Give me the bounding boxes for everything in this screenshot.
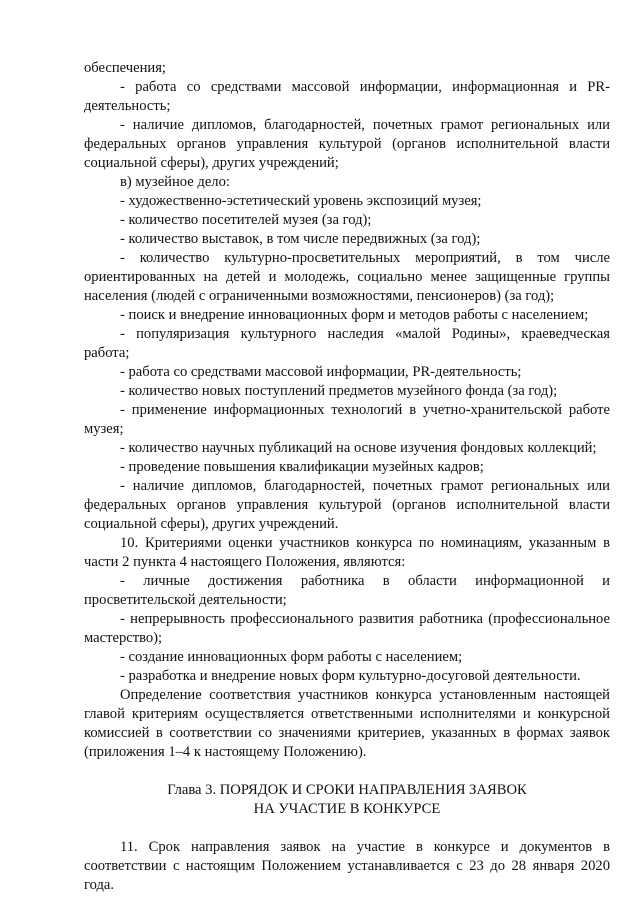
paragraph: - количество выставок, в том числе передвижных (за год);	[120, 231, 481, 247]
paragraph: - применение информационных технологий в учетно-хранительской работе музея;	[84, 402, 610, 437]
paragraph: - количество новых поступлений предметов музейного фонда (за год);	[120, 383, 558, 399]
paragraph: - работа со средствами массовой информации, информационная и PR-деятельность;	[84, 79, 610, 114]
paragraph: Определение соответствия участников конкурса установленным настоящей главой критериям осуществляется ответственными исполнителями и конкурсной комиссией в соответствии со значениями критериев, указанных в формах заявок (приложения 1–4 к настоящему Положению).	[84, 687, 610, 760]
paragraph: 10. Критериями оценки участников конкурса по номинациям, указанным в части 2 пункта 4 настоящего Положения, являются:	[84, 535, 610, 570]
paragraph: - поиск и внедрение инновационных форм и методов работы с населением;	[120, 307, 589, 323]
paragraph: - наличие дипломов, благодарностей, почетных грамот региональных или федеральных органов управления культурой (органов исполнительной власти социальной сферы), других учреждений;	[84, 117, 610, 171]
paragraph: - популяризация культурного наследия «малой Родины», краеведческая работа;	[84, 326, 610, 361]
paragraph: - разработка и внедрение новых форм культурно-досуговой деятельности.	[120, 668, 581, 684]
paragraph: - проведение повышения квалификации музейных кадров;	[120, 459, 484, 475]
paragraph: - количество культурно-просветительных мероприятий, в том числе ориентированных на детей и молодежь, социально менее защищенные группы населения (людей с ограниченными возможностями, пенсионеров) (за год);	[84, 250, 610, 304]
paragraph: - непрерывность профессионального развития работника (профессиональное мастерство);	[84, 611, 610, 646]
document-body	[84, 59, 610, 895]
paragraph: - художественно-эстетический уровень экспозиций музея;	[120, 193, 482, 209]
chapter-heading-line-2: НА УЧАСТИЕ В КОНКУРСЕ	[253, 801, 441, 817]
paragraph: обеспечения;	[84, 60, 166, 76]
paragraph: - количество научных публикаций на основе изучения фондовых коллекций;	[120, 440, 597, 456]
paragraph: в) музейное дело:	[120, 174, 230, 190]
paragraph: - наличие дипломов, благодарностей, почетных грамот региональных или федеральных органов управления культурой (органов исполнительной власти социальной сферы), других учреждений.	[84, 478, 610, 532]
paragraph: - личные достижения работника в области информационной и просветительской деятельности;	[84, 573, 610, 608]
paragraph-11: 11. Срок направления заявок на участие в конкурсе и документов в соответствии с настоящим Положением устанавливается с 23 до 28 января 2020 года.	[84, 839, 610, 893]
paragraph: - количество посетителей музея (за год);	[120, 212, 372, 228]
paragraph: - создание инновационных форм работы с населением;	[120, 649, 463, 665]
chapter-heading-line-1: Глава 3. ПОРЯДОК И СРОКИ НАПРАВЛЕНИЯ ЗАЯВОК	[167, 782, 527, 798]
paragraph: - работа со средствами массовой информации, PR-деятельность;	[120, 364, 522, 380]
